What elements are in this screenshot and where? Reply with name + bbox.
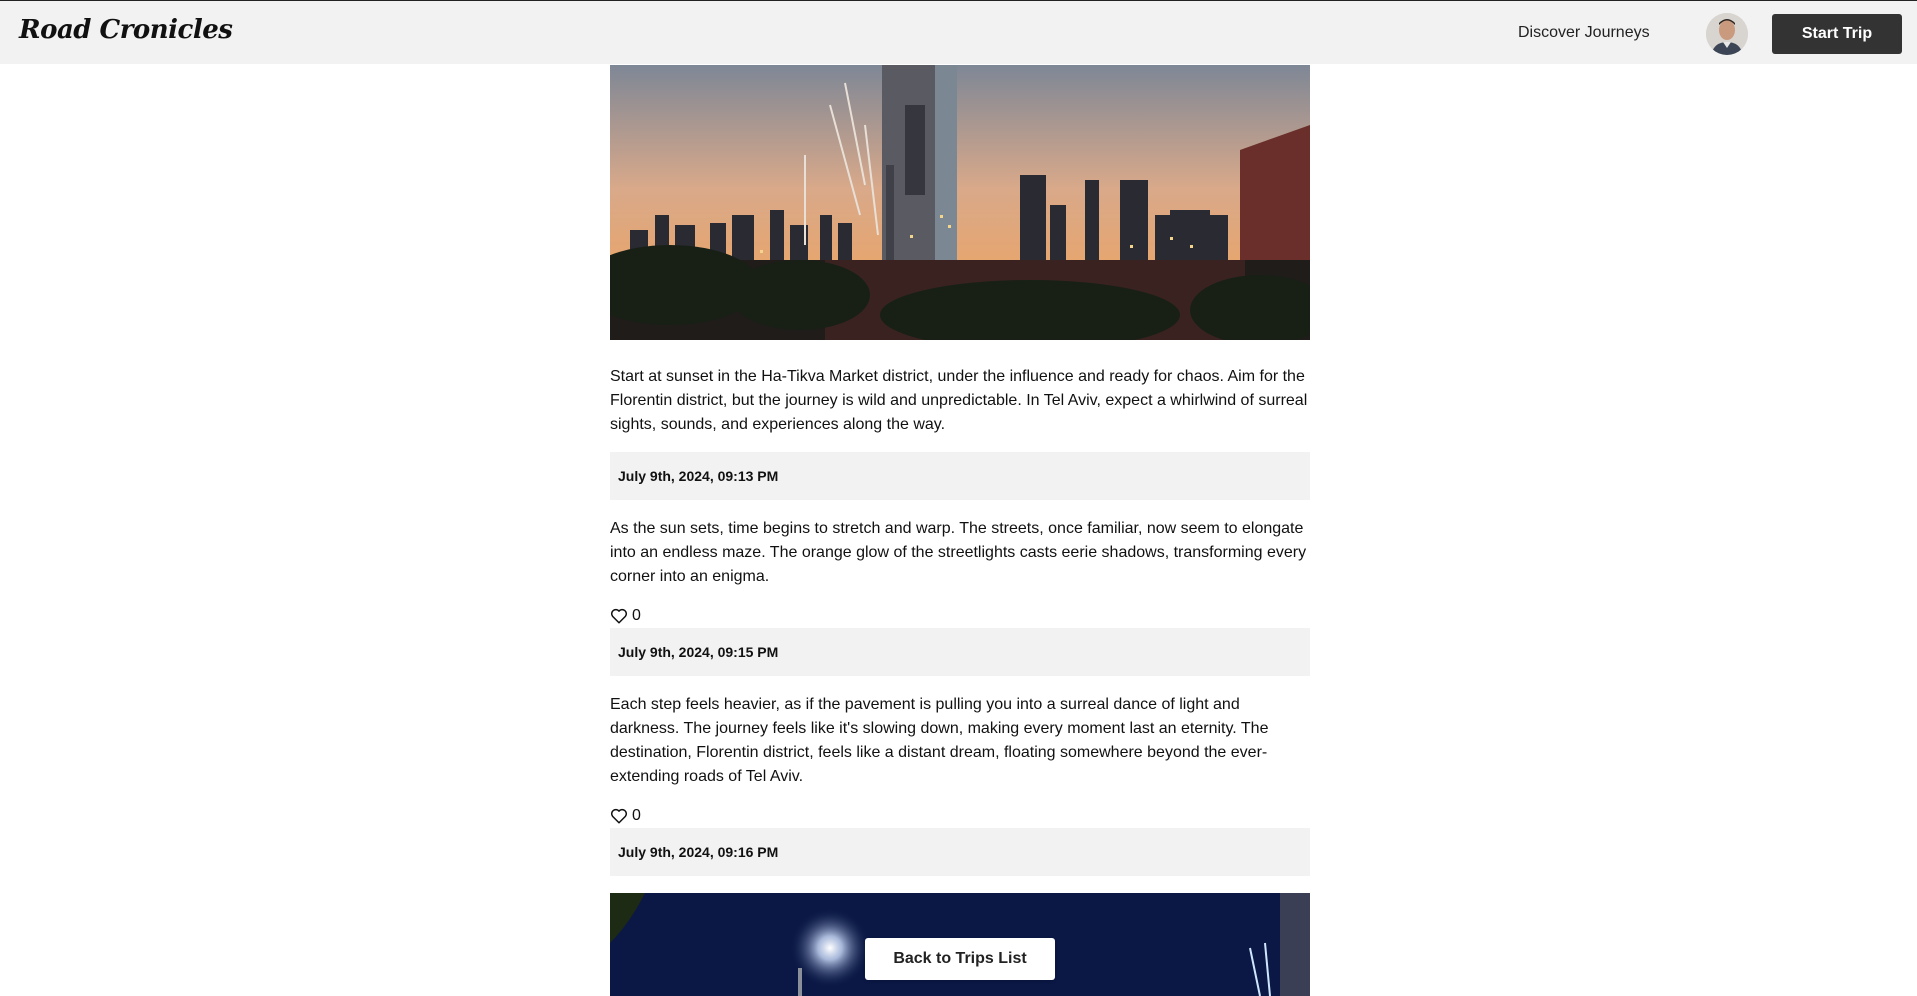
entry-date-bar: July 9th, 2024, 09:13 PM [610,452,1310,500]
like-button[interactable] [610,805,641,827]
like-button[interactable] [610,605,641,627]
avatar-image [1706,13,1748,55]
entry-date-bar: July 9th, 2024, 09:16 PM [610,828,1310,876]
trip-intro-text: Start at sunset in the Ha-Tikva Market district, under the influence and ready for chaos. Aim for the Florentin district, but the journey is wild and unpredictable. In Tel Aviv, expect a whirlwind of surreal sights, sounds, and experiences along the way. [610,368,1308,433]
heart-icon [610,607,628,625]
site-logo[interactable]: Road Cronicles [19,15,233,45]
user-avatar[interactable] [1706,13,1748,55]
like-count: 0 [632,607,641,624]
top-navbar [0,0,1917,64]
like-count: 0 [632,807,641,824]
trip-photo-sunset-skyline [610,65,1310,340]
skyline-image [610,65,1310,340]
discover-journeys-link[interactable]: Discover Journeys [1518,24,1650,41]
back-to-trips-button[interactable]: Back to Trips List [865,938,1055,980]
entry-text: Each step feels heavier, as if the pavement is pulling you into a surreal dance of light and darkness. The journey feels like it's slowing down, making every moment last an eternity. The destination, Florentin district, feels like a distant dream, floating somewhere beyond the ever-extending roads of Tel Aviv. [610,696,1269,785]
start-trip-button[interactable]: Start Trip [1772,14,1902,54]
entry-date-bar: July 9th, 2024, 09:15 PM [610,628,1310,676]
heart-icon [610,807,628,825]
entry-text: As the sun sets, time begins to stretch and warp. The streets, once familiar, now seem to elongate into an endless maze. The orange glow of the streetlights casts eerie shadows, transforming every corner into an enigma. [610,520,1307,585]
